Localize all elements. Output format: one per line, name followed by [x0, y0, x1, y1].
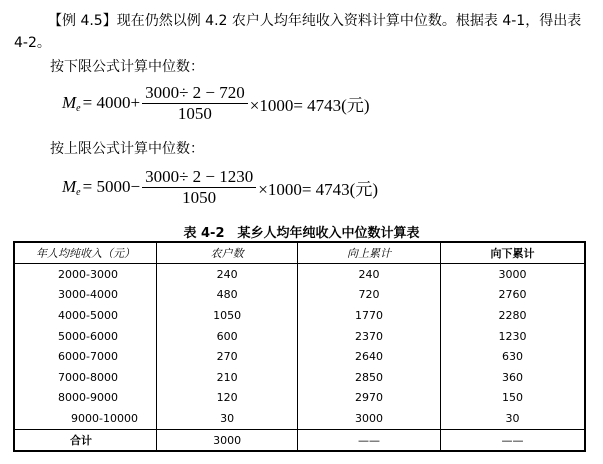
- table-row: [14, 305, 585, 326]
- cell-cumulative-up: 2370: [298, 326, 441, 347]
- formula-lead: = 4000+: [82, 93, 141, 112]
- cell-household-count: 600: [157, 326, 298, 347]
- cell-cumulative-up: 2850: [298, 367, 441, 388]
- fraction-numerator: 3000÷ 2 − 1230: [142, 167, 256, 188]
- cell-income-range: 3000-4000: [14, 285, 157, 306]
- cell-income-range: 4000-5000: [14, 305, 157, 326]
- cell-cumulative-down: 630: [441, 346, 585, 367]
- cell-household-count: 30: [157, 408, 298, 429]
- lower-limit-label: 按下限公式计算中位数：: [50, 59, 204, 75]
- formula-fraction: [142, 167, 256, 208]
- cell-household-count: 1050: [157, 305, 298, 326]
- cell-cumulative-up: 2640: [298, 346, 441, 367]
- formula-tail: ×1000= 4743(元): [258, 179, 378, 199]
- cell-cumulative-down: 2280: [441, 305, 585, 326]
- median-symbol: M: [62, 177, 77, 196]
- cell-cumulative-up: 240: [298, 264, 441, 285]
- cell-cumulative-up: 1770: [298, 305, 441, 326]
- formula-tail: ×1000= 4743(元): [249, 95, 370, 115]
- example-intro-paragraph: 【例 4.5】现在仍然以例 4.2 农户人均年纯收入资料计算中位数。根据表 4-1，得出表 4-2。: [14, 13, 582, 51]
- cell-household-count: 480: [157, 285, 298, 306]
- median-subscript: e: [76, 102, 81, 114]
- fraction-denominator: 1050: [182, 187, 217, 207]
- cell-household-count: 240: [157, 264, 298, 285]
- table-title: 表 4-2 某乡人均年纯收入中位数计算表: [183, 226, 420, 241]
- cell-income-range: 6000-7000: [14, 346, 157, 367]
- cell-income-range: 2000-3000: [14, 264, 157, 285]
- upper-limit-label: 按上限公式计算中位数：: [50, 141, 204, 157]
- cell-household-count: 210: [157, 367, 298, 388]
- fraction-denominator: 1050: [177, 103, 212, 123]
- table-row: [14, 367, 585, 388]
- cell-cumulative-down: 360: [441, 367, 585, 388]
- cell-cumulative-up: 3000: [298, 408, 441, 429]
- cell-cumulative-down: 2760: [441, 285, 585, 306]
- cell-cumulative-down: 30: [441, 408, 585, 429]
- table-row: [14, 285, 585, 306]
- header-cumulative-up: 向上累计: [298, 242, 441, 264]
- lower-limit-formula: [62, 80, 369, 126]
- table-row: [14, 326, 585, 347]
- cell-cumulative-down: 3000: [441, 264, 585, 285]
- median-subscript: e: [76, 186, 81, 198]
- cell-income-range: 8000-9000: [14, 388, 157, 409]
- cell-cumulative-down: 150: [441, 388, 585, 409]
- fraction-numerator: 3000÷ 2 − 720: [142, 83, 248, 104]
- median-calculation-table: [13, 241, 586, 452]
- median-symbol: M: [62, 93, 77, 112]
- upper-limit-formula: [62, 164, 378, 210]
- cell-income-range: 7000-8000: [14, 367, 157, 388]
- table-header-row: [14, 242, 585, 264]
- cell-total-cumulative-down: ——: [441, 429, 585, 451]
- cell-cumulative-up: 720: [298, 285, 441, 306]
- cell-cumulative-down: 1230: [441, 326, 585, 347]
- header-income-range: 年人均纯收入（元）: [14, 242, 157, 264]
- formula-lead: = 5000−: [82, 177, 141, 196]
- cell-income-range: 5000-6000: [14, 326, 157, 347]
- formula-fraction: [142, 83, 248, 124]
- header-cumulative-down: 向下累计: [441, 242, 585, 264]
- cell-total-label: 合计: [14, 429, 157, 451]
- cell-household-count: 270: [157, 346, 298, 367]
- cell-income-range: 9000-10000: [14, 408, 157, 429]
- cell-cumulative-up: 2970: [298, 388, 441, 409]
- table-row: [14, 388, 585, 409]
- cell-total-households: 3000: [157, 429, 298, 451]
- table-row: [14, 346, 585, 367]
- cell-household-count: 120: [157, 388, 298, 409]
- header-household-count: 农户数: [157, 242, 298, 264]
- cell-total-cumulative-up: ——: [298, 429, 441, 451]
- table-row: [14, 264, 585, 285]
- table-row: [14, 408, 585, 429]
- table-total-row: [14, 429, 585, 451]
